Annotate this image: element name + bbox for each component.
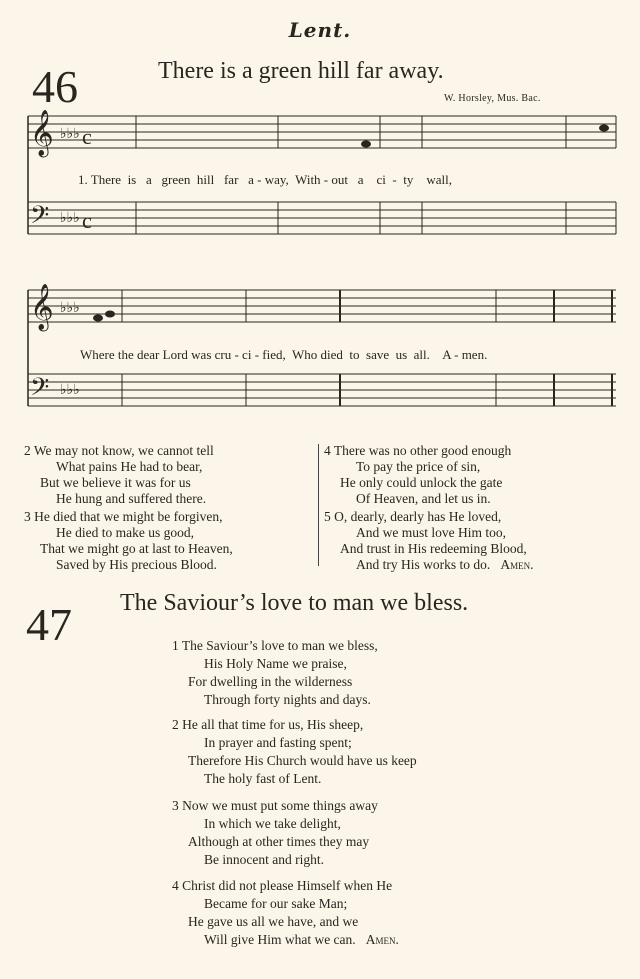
section-title: Lent. — [288, 18, 352, 42]
verse-line: Therefore His Church would have us keep — [188, 753, 417, 768]
verse-number: 3 — [24, 509, 31, 524]
svg-text:𝄢: 𝄢 — [30, 201, 50, 236]
verse-line: The Saviour’s love to man we bless, — [181, 638, 378, 653]
verse-line: Will give Him what we can. — [204, 932, 356, 947]
hymn-46-number: 46 — [32, 61, 78, 112]
verse-line: Be innocent and right. — [204, 852, 324, 867]
svg-text:c: c — [82, 208, 92, 233]
verse-line: Christ did not please Himself when He — [182, 878, 393, 893]
hymn-46-verse-5 — [324, 509, 624, 573]
hymn-46-composer: W. Horsley, Mus. Bac. — [444, 93, 541, 104]
verse-line: Became for our sake Man; — [204, 896, 348, 911]
verse-line: He died that we might be forgiven, — [34, 509, 223, 524]
hymn-46-title: There is a green hill far away. — [158, 58, 444, 84]
verse-line: Saved by His precious Blood. — [56, 557, 217, 572]
svg-text:♭♭♭: ♭♭♭ — [60, 126, 80, 142]
hymn-46-verse-3 — [24, 509, 309, 573]
verse-number: 2 — [24, 443, 31, 458]
verse-line: He hung and suffered there. — [56, 491, 207, 506]
verse-line: In which we take delight, — [204, 816, 341, 831]
svg-text:♭♭♭: ♭♭♭ — [60, 300, 80, 316]
verse-line: To pay the price of sin, — [356, 459, 481, 474]
verse-line: His Holy Name we praise, — [204, 656, 347, 671]
hymn-46-lyrics-line-2: Where the dear Lord was cru - ci - fied, Who died to save us all. A - men. — [80, 347, 488, 362]
verse-line: The holy fast of Lent. — [204, 771, 322, 786]
verse-line: We may not know, we cannot tell — [33, 443, 214, 458]
verse-line: He only could unlock the gate — [340, 475, 503, 490]
verse-line: For dwelling in the wilderness — [188, 674, 353, 689]
verse-line: There was no other good enough — [333, 443, 512, 458]
svg-text:♭♭♭: ♭♭♭ — [60, 382, 80, 398]
verse-line: He all that time for us, His sheep, — [182, 717, 364, 732]
column-divider — [318, 444, 319, 566]
verse-number: 1 — [172, 638, 179, 653]
verse-line: And trust in His redeeming Blood, — [340, 541, 527, 556]
hymn-47-verse-2 — [172, 716, 492, 788]
verse-line: O, dearly, dearly has He loved, — [334, 509, 502, 524]
verse-line: And try His works to do. — [356, 557, 491, 572]
verse-number: 4 — [324, 443, 331, 458]
svg-text:♭♭♭: ♭♭♭ — [60, 210, 80, 226]
hymn-46-verse-2 — [24, 443, 309, 507]
verse-line: Through forty nights and days. — [204, 692, 371, 707]
hymn-47-number: 47 — [26, 599, 72, 650]
verse-number: 3 — [172, 798, 179, 813]
verse-number: 5 — [324, 509, 331, 524]
verse-line: That we might go at last to Heaven, — [40, 541, 233, 556]
amen-label: Amen. — [500, 557, 534, 572]
svg-text:c: c — [82, 124, 92, 149]
verse-line: And we must love Him too, — [356, 525, 506, 540]
svg-text:𝄞: 𝄞 — [30, 284, 54, 330]
svg-text:𝄢: 𝄢 — [30, 373, 50, 408]
verse-number: 2 — [172, 717, 179, 732]
verse-line: He gave us all we have, and we — [188, 914, 359, 929]
amen-label: Amen. — [365, 932, 399, 947]
verse-number: 4 — [172, 878, 179, 893]
hymn-46-lyrics-line-1: 1. There is a green hill far a - way, With - out a ci - ty wall, — [78, 172, 452, 187]
verse-line: Although at other times they may — [188, 834, 370, 849]
verse-line: Now we must put some things away — [182, 798, 378, 813]
hymn-46-verse-4 — [324, 443, 624, 507]
verse-line: He died to make us good, — [56, 525, 194, 540]
hymn-47-verse-4 — [172, 877, 492, 949]
hymn-47-verse-1 — [172, 637, 472, 709]
svg-text:𝄞: 𝄞 — [30, 110, 54, 156]
verse-line: But we believe it was for us — [40, 475, 191, 490]
hymn-47-verse-3 — [172, 797, 472, 869]
hymn-47-title: The Saviour’s love to man we bless. — [120, 590, 469, 616]
verse-line: What pains He had to bear, — [56, 459, 203, 474]
verse-line: In prayer and fasting spent; — [204, 735, 352, 750]
verse-line: Of Heaven, and let us in. — [356, 491, 491, 506]
